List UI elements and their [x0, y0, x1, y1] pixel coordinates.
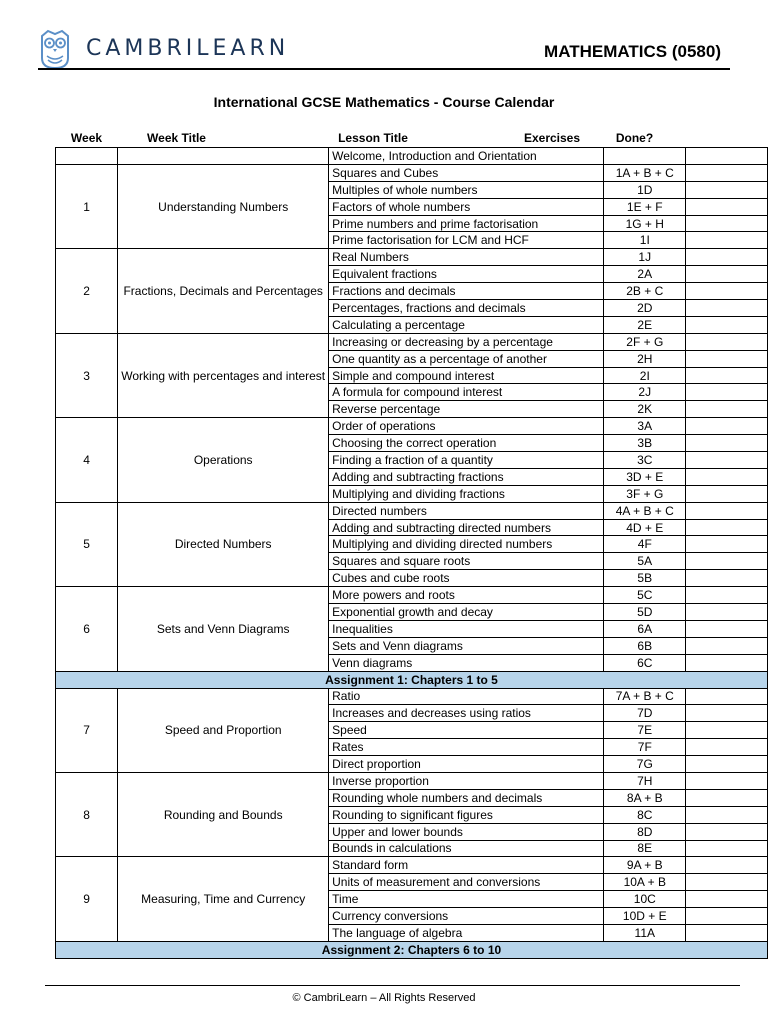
- lesson-title: Rounding to significant figures: [329, 806, 604, 823]
- owl-logo-icon: [38, 28, 72, 70]
- done-checkbox-cell[interactable]: [686, 452, 768, 469]
- exercises: 3D + E: [604, 468, 686, 485]
- done-checkbox-cell[interactable]: [686, 148, 768, 165]
- exercises: 10C: [604, 891, 686, 908]
- exercises: 5A: [604, 553, 686, 570]
- exercises: 1A + B + C: [604, 164, 686, 181]
- lesson-title: Upper and lower bounds: [329, 823, 604, 840]
- week-title: Fractions, Decimals and Percentages: [118, 249, 329, 333]
- week-number: 2: [56, 249, 118, 333]
- table-row: [56, 502, 768, 519]
- lesson-title: Inverse proportion: [329, 772, 604, 789]
- column-header-week-title: Week Title: [147, 131, 206, 145]
- exercises: 7G: [604, 756, 686, 773]
- exercises: 3C: [604, 452, 686, 469]
- page-header: [0, 0, 768, 72]
- lesson-title: Ratio: [329, 688, 604, 705]
- week-title: Operations: [118, 418, 329, 502]
- page-title: International GCSE Mathematics - Course Calendar: [213, 94, 555, 110]
- done-checkbox-cell[interactable]: [686, 857, 768, 874]
- week-cell: [56, 148, 118, 165]
- exercises: 7E: [604, 722, 686, 739]
- table-row-intro: [56, 148, 768, 165]
- week-number: 4: [56, 418, 118, 502]
- exercises: 4D + E: [604, 519, 686, 536]
- exercises: 1I: [604, 232, 686, 249]
- exercises: 11A: [604, 924, 686, 941]
- done-checkbox-cell[interactable]: [686, 468, 768, 485]
- week-title: Understanding Numbers: [118, 164, 329, 248]
- exercises: 8E: [604, 840, 686, 857]
- table-row: [56, 857, 768, 874]
- exercises: 9A + B: [604, 857, 686, 874]
- lesson-title: Time: [329, 891, 604, 908]
- done-checkbox-cell[interactable]: [686, 401, 768, 418]
- table-row: [56, 333, 768, 350]
- footer-divider: [45, 985, 740, 986]
- column-header-done: Done?: [615, 131, 654, 145]
- exercises: 8D: [604, 823, 686, 840]
- subject-title: MATHEMATICS (0580): [544, 42, 721, 61]
- done-checkbox-cell[interactable]: [686, 806, 768, 823]
- done-checkbox-cell[interactable]: [686, 789, 768, 806]
- week-number: 7: [56, 688, 118, 772]
- done-checkbox-cell[interactable]: [686, 637, 768, 654]
- column-header-lesson-title: Lesson Title: [338, 131, 408, 145]
- done-checkbox-cell[interactable]: [686, 367, 768, 384]
- week-title: Working with percentages and interest: [118, 333, 329, 417]
- lesson-title: A formula for compound interest: [329, 384, 604, 401]
- exercises: 6B: [604, 637, 686, 654]
- exercises: 6C: [604, 654, 686, 671]
- week-number: 8: [56, 772, 118, 856]
- week-number: 5: [56, 502, 118, 586]
- exercises: 10D + E: [604, 908, 686, 925]
- lesson-title: The language of algebra: [329, 924, 604, 941]
- assignment-label: Assignment 2: Chapters 6 to 10: [56, 941, 768, 958]
- done-checkbox-cell[interactable]: [686, 384, 768, 401]
- lesson-title: Finding a fraction of a quantity: [329, 452, 604, 469]
- lesson-title: Percentages, fractions and decimals: [329, 300, 604, 317]
- exercises: 1G + H: [604, 215, 686, 232]
- week-number: 6: [56, 587, 118, 671]
- lesson-title: Simple and compound interest: [329, 367, 604, 384]
- lesson-title: Exponential growth and decay: [329, 604, 604, 621]
- lesson-title: Standard form: [329, 857, 604, 874]
- column-header-exercises: Exercises: [523, 131, 581, 145]
- lesson-title-cell: Welcome, Introduction and Orientation: [329, 148, 604, 165]
- exercises: 4F: [604, 536, 686, 553]
- exercises: 2J: [604, 384, 686, 401]
- done-checkbox-cell[interactable]: [686, 840, 768, 857]
- week-title: Measuring, Time and Currency: [118, 857, 329, 941]
- done-checkbox-cell[interactable]: [686, 333, 768, 350]
- week-number: 9: [56, 857, 118, 941]
- exercises: 3F + G: [604, 485, 686, 502]
- lesson-title: Rates: [329, 739, 604, 756]
- lesson-title: Calculating a percentage: [329, 316, 604, 333]
- lesson-title: Fractions and decimals: [329, 283, 604, 300]
- lesson-title: Prime factorisation for LCM and HCF: [329, 232, 604, 249]
- done-checkbox-cell[interactable]: [686, 587, 768, 604]
- column-headers: [55, 131, 676, 147]
- done-checkbox-cell[interactable]: [686, 502, 768, 519]
- done-checkbox-cell[interactable]: [686, 249, 768, 266]
- exercises: 5B: [604, 570, 686, 587]
- lesson-title: Sets and Venn diagrams: [329, 637, 604, 654]
- done-checkbox-cell[interactable]: [686, 300, 768, 317]
- done-checkbox-cell[interactable]: [686, 181, 768, 198]
- exercises: 2B + C: [604, 283, 686, 300]
- lesson-title: Squares and Cubes: [329, 164, 604, 181]
- lesson-title: More powers and roots: [329, 587, 604, 604]
- done-checkbox-cell[interactable]: [686, 435, 768, 452]
- done-checkbox-cell[interactable]: [686, 823, 768, 840]
- exercises: 2D: [604, 300, 686, 317]
- exercises: 5D: [604, 604, 686, 621]
- assignment-label: Assignment 1: Chapters 1 to 5: [56, 671, 768, 688]
- exercises: 10A + B: [604, 874, 686, 891]
- lesson-title: Increases and decreases using ratios: [329, 705, 604, 722]
- lesson-title: Order of operations: [329, 418, 604, 435]
- exercises: 7F: [604, 739, 686, 756]
- exercises: 2H: [604, 350, 686, 367]
- exercises: 2I: [604, 367, 686, 384]
- week-title-cell: [118, 148, 329, 165]
- exercises: 8C: [604, 806, 686, 823]
- exercises: 6A: [604, 620, 686, 637]
- done-checkbox-cell[interactable]: [686, 283, 768, 300]
- assignment-row: [56, 671, 768, 688]
- done-checkbox-cell[interactable]: [686, 570, 768, 587]
- done-checkbox-cell[interactable]: [686, 739, 768, 756]
- lesson-title: Adding and subtracting fractions: [329, 468, 604, 485]
- lesson-title: Speed: [329, 722, 604, 739]
- exercises: 7D: [604, 705, 686, 722]
- done-checkbox-cell[interactable]: [686, 908, 768, 925]
- lesson-title: Direct proportion: [329, 756, 604, 773]
- exercises: 2K: [604, 401, 686, 418]
- lesson-title: Bounds in calculations: [329, 840, 604, 857]
- column-header-week: Week: [70, 131, 103, 145]
- exercises-cell: [604, 148, 686, 165]
- done-checkbox-cell[interactable]: [686, 536, 768, 553]
- week-title: Speed and Proportion: [118, 688, 329, 772]
- course-calendar-body: [56, 148, 768, 959]
- table-row: [56, 772, 768, 789]
- table-row: [56, 249, 768, 266]
- done-checkbox-cell[interactable]: [686, 924, 768, 941]
- done-checkbox-cell[interactable]: [686, 553, 768, 570]
- lesson-title: Multiplying and dividing fractions: [329, 485, 604, 502]
- done-checkbox-cell[interactable]: [686, 722, 768, 739]
- week-number: 3: [56, 333, 118, 417]
- table-row: [56, 418, 768, 435]
- done-checkbox-cell[interactable]: [686, 620, 768, 637]
- done-checkbox-cell[interactable]: [686, 485, 768, 502]
- exercises: 7A + B + C: [604, 688, 686, 705]
- lesson-title: Choosing the correct operation: [329, 435, 604, 452]
- lesson-title: Increasing or decreasing by a percentage: [329, 333, 604, 350]
- lesson-title: Units of measurement and conversions: [329, 874, 604, 891]
- lesson-title: Rounding whole numbers and decimals: [329, 789, 604, 806]
- brand-name: CAMBRILEARN: [86, 36, 290, 61]
- lesson-title: Cubes and cube roots: [329, 570, 604, 587]
- exercises: 2A: [604, 266, 686, 283]
- exercises: 7H: [604, 772, 686, 789]
- exercises: 2F + G: [604, 333, 686, 350]
- exercises: 8A + B: [604, 789, 686, 806]
- course-calendar-table: [55, 147, 768, 959]
- done-checkbox-cell[interactable]: [686, 688, 768, 705]
- done-checkbox-cell[interactable]: [686, 604, 768, 621]
- exercises: 5C: [604, 587, 686, 604]
- done-checkbox-cell[interactable]: [686, 198, 768, 215]
- done-checkbox-cell[interactable]: [686, 215, 768, 232]
- lesson-title: Inequalities: [329, 620, 604, 637]
- assignment-row: [56, 941, 768, 958]
- header-divider: [38, 68, 730, 70]
- week-title: Sets and Venn Diagrams: [118, 587, 329, 671]
- exercises: 1E + F: [604, 198, 686, 215]
- lesson-title: Adding and subtracting directed numbers: [329, 519, 604, 536]
- done-checkbox-cell[interactable]: [686, 756, 768, 773]
- done-checkbox-cell[interactable]: [686, 232, 768, 249]
- exercises: 3A: [604, 418, 686, 435]
- table-row: [56, 164, 768, 181]
- done-checkbox-cell[interactable]: [686, 705, 768, 722]
- exercises: 4A + B + C: [604, 502, 686, 519]
- lesson-title: Multiples of whole numbers: [329, 181, 604, 198]
- lesson-title: Venn diagrams: [329, 654, 604, 671]
- footer-copyright: © CambriLearn – All Rights Reserved: [292, 992, 476, 1004]
- week-title: Directed Numbers: [118, 502, 329, 586]
- done-checkbox-cell[interactable]: [686, 316, 768, 333]
- table-row: [56, 587, 768, 604]
- lesson-title: Real Numbers: [329, 249, 604, 266]
- lesson-title: Squares and square roots: [329, 553, 604, 570]
- done-checkbox-cell[interactable]: [686, 772, 768, 789]
- done-checkbox-cell[interactable]: [686, 519, 768, 536]
- lesson-title: Factors of whole numbers: [329, 198, 604, 215]
- week-title: Rounding and Bounds: [118, 772, 329, 856]
- done-checkbox-cell[interactable]: [686, 350, 768, 367]
- lesson-title: Multiplying and dividing directed numbers: [329, 536, 604, 553]
- done-checkbox-cell[interactable]: [686, 874, 768, 891]
- lesson-title: Prime numbers and prime factorisation: [329, 215, 604, 232]
- lesson-title: One quantity as a percentage of another: [329, 350, 604, 367]
- exercises: 3B: [604, 435, 686, 452]
- table-row: [56, 688, 768, 705]
- exercises: 1J: [604, 249, 686, 266]
- done-checkbox-cell[interactable]: [686, 654, 768, 671]
- lesson-title: Directed numbers: [329, 502, 604, 519]
- exercises: 1D: [604, 181, 686, 198]
- week-number: 1: [56, 164, 118, 248]
- done-checkbox-cell[interactable]: [686, 891, 768, 908]
- done-checkbox-cell[interactable]: [686, 266, 768, 283]
- done-checkbox-cell[interactable]: [686, 164, 768, 181]
- done-checkbox-cell[interactable]: [686, 418, 768, 435]
- lesson-title: Equivalent fractions: [329, 266, 604, 283]
- lesson-title: Currency conversions: [329, 908, 604, 925]
- lesson-title: Reverse percentage: [329, 401, 604, 418]
- exercises: 2E: [604, 316, 686, 333]
